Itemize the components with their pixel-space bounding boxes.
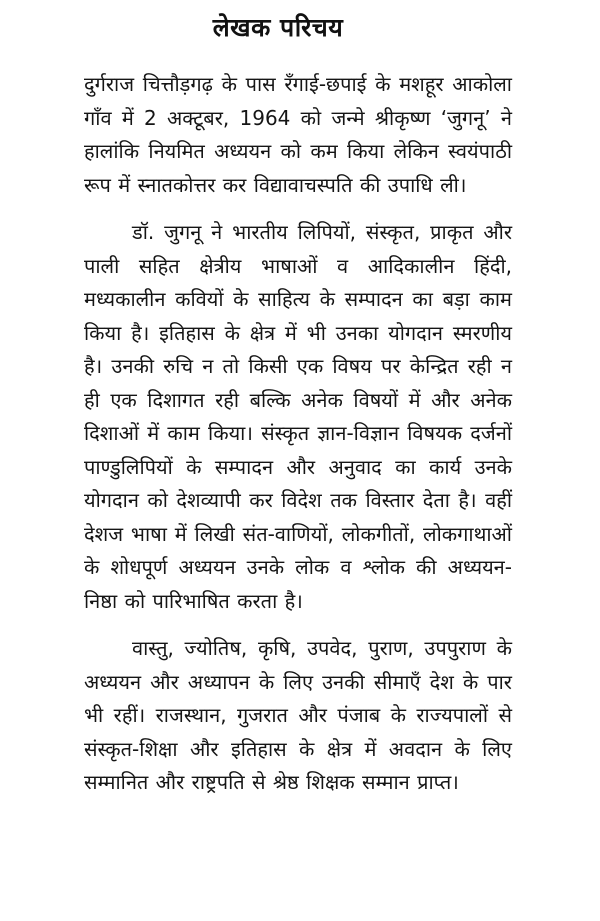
author-intro-paragraph-1: दुर्गराज चित्तौड़गढ़ के पास रँगाई-छपाई के मशहूर आकोला गाँव में 2 अक्टूबर, 1964 को जन्मे श्रीकृष्ण ‘जुगनू’ ने हालांकि नियमित अध्ययन को कम किया लेकिन स्वयंपाठी रूप में स्नातकोत्तर कर विद्यावाचस्पति की उपाधि ली। xyxy=(84,72,512,197)
author-intro-paragraph-3: वास्तु, ज्योतिष, कृषि, उपवेद, पुराण, उपपुराण के अध्ययन और अध्यापन के लिए उनकी सीमाएँ देश के पार भी रहीं। राजस्थान, गुजरात और पंजाब के राज्यपालों से संस्कृत-शिक्षा और इतिहास के क्षेत्र में अवदान के लिए सम्मानित और राष्ट्रपति से श्रेष्ठ शिक्षक सम्मान प्राप्त। xyxy=(84,636,512,794)
author-intro-paragraph-2: डॉ. जुगनू ने भारतीय लिपियों, संस्कृत, प्राकृत और पाली सहित क्षेत्रीय भाषाओं व आदिकालीन हिंदी, मध्यकालीन कवियों के साहित्य के सम्पादन का बड़ा काम किया है। इतिहास के क्षेत्र में भी उनका योगदान स्मरणीय है। उनकी रुचि न तो किसी एक विषय पर केन्द्रित रही न ही एक दिशागत रही बल्कि अनेक विषयों में और अनेक दिशाओं में काम किया। संस्कृत ज्ञान-विज्ञान विषयक दर्जनों पाण्डुलिपियों के सम्पादन और अनुवाद का कार्य उनके योगदान को देशव्यापी कर विदेश तक विस्तार देता है। वहीं देशज भाषा में लिखी संत-वाणियों, लोकगीतों, लोकगाथाओं के शोधपूर्ण अध्ययन उनके लोक व श्लोक की अध्ययन-निष्ठा को पारिभाषित करता है। xyxy=(84,220,512,613)
page-content xyxy=(84,10,512,814)
page-title: लेखक परिचय xyxy=(212,13,344,42)
